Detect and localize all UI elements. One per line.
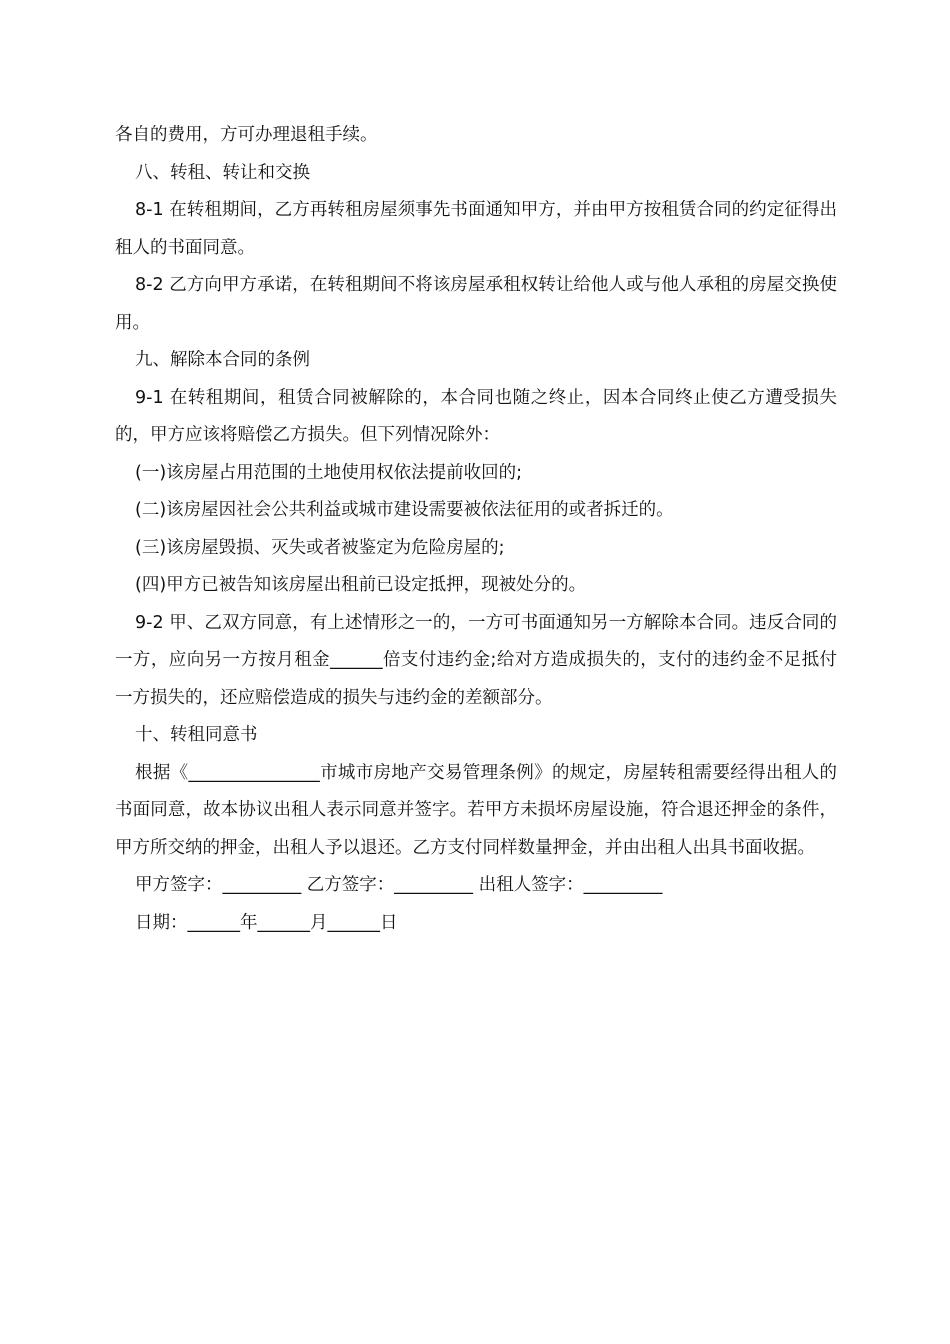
section-heading-8: 八、转租、转让和交换 xyxy=(135,162,310,183)
exception-item-4: (四)甲方已被告知该房屋出租前已设定抵押，现被处分的。 xyxy=(135,575,587,595)
section-heading-10: 十、转租同意书 xyxy=(135,725,258,745)
clause-9-2: 9-2 甲、乙双方同意，有上述情形之一的，一方可书面通知另一方解除本合同。违反合同的一方，应向另一方按月租金______倍支付违约金;给对方造成损失的，支付的违约金不足抵付一方损失的，还应赔偿造成的损失与违约金的差额部分。 xyxy=(115,612,837,708)
clause-8-2: 8-2 乙方向甲方承诺，在转租期间不将该房屋承租权转让给他人或与他人承租的房屋交换使用。 xyxy=(115,275,837,333)
section-heading-9: 九、解除本合同的条例 xyxy=(135,350,310,370)
consent-paragraph: 根据《_______________市城市房地产交易管理条例》的规定，房屋转租需要经得出租人的书面同意，故本协议出租人表示同意并签字。若甲方未损坏房屋设施，符合退还押金的条件，甲方所交纳的押金，出租人予以退还。乙方支付同样数量押金，并由出租人出具书面收据。 xyxy=(115,762,837,858)
date-line: 日期：______年______月______日 xyxy=(135,912,398,933)
signature-line: 甲方签字：_________ 乙方签字：_________ 出租人签字：_________ xyxy=(135,875,663,895)
clause-9-1: 9-1 在转租期间，租赁合同被解除的，本合同也随之终止，因本合同终止使乙方遭受损失的，甲方应该将赔偿乙方损失。但下列情况除外： xyxy=(115,387,837,445)
exception-item-1: (一)该房屋占用范围的土地使用权依法提前收回的; xyxy=(135,462,523,483)
exception-item-2: (二)该房屋因社会公共利益或城市建设需要被依法征用的或者拆迁的。 xyxy=(135,500,674,520)
document-page xyxy=(115,117,837,942)
clause-8-1: 8-1 在转租期间，乙方再转租房屋须事先书面通知甲方，并由甲方按租赁合同的约定征得出租人的书面同意。 xyxy=(115,200,837,258)
paragraph-refund-procedure: 各自的费用，方可办理退租手续。 xyxy=(115,125,378,145)
exception-item-3: (三)该房屋毁损、灭失或者被鉴定为危险房屋的; xyxy=(135,537,505,558)
